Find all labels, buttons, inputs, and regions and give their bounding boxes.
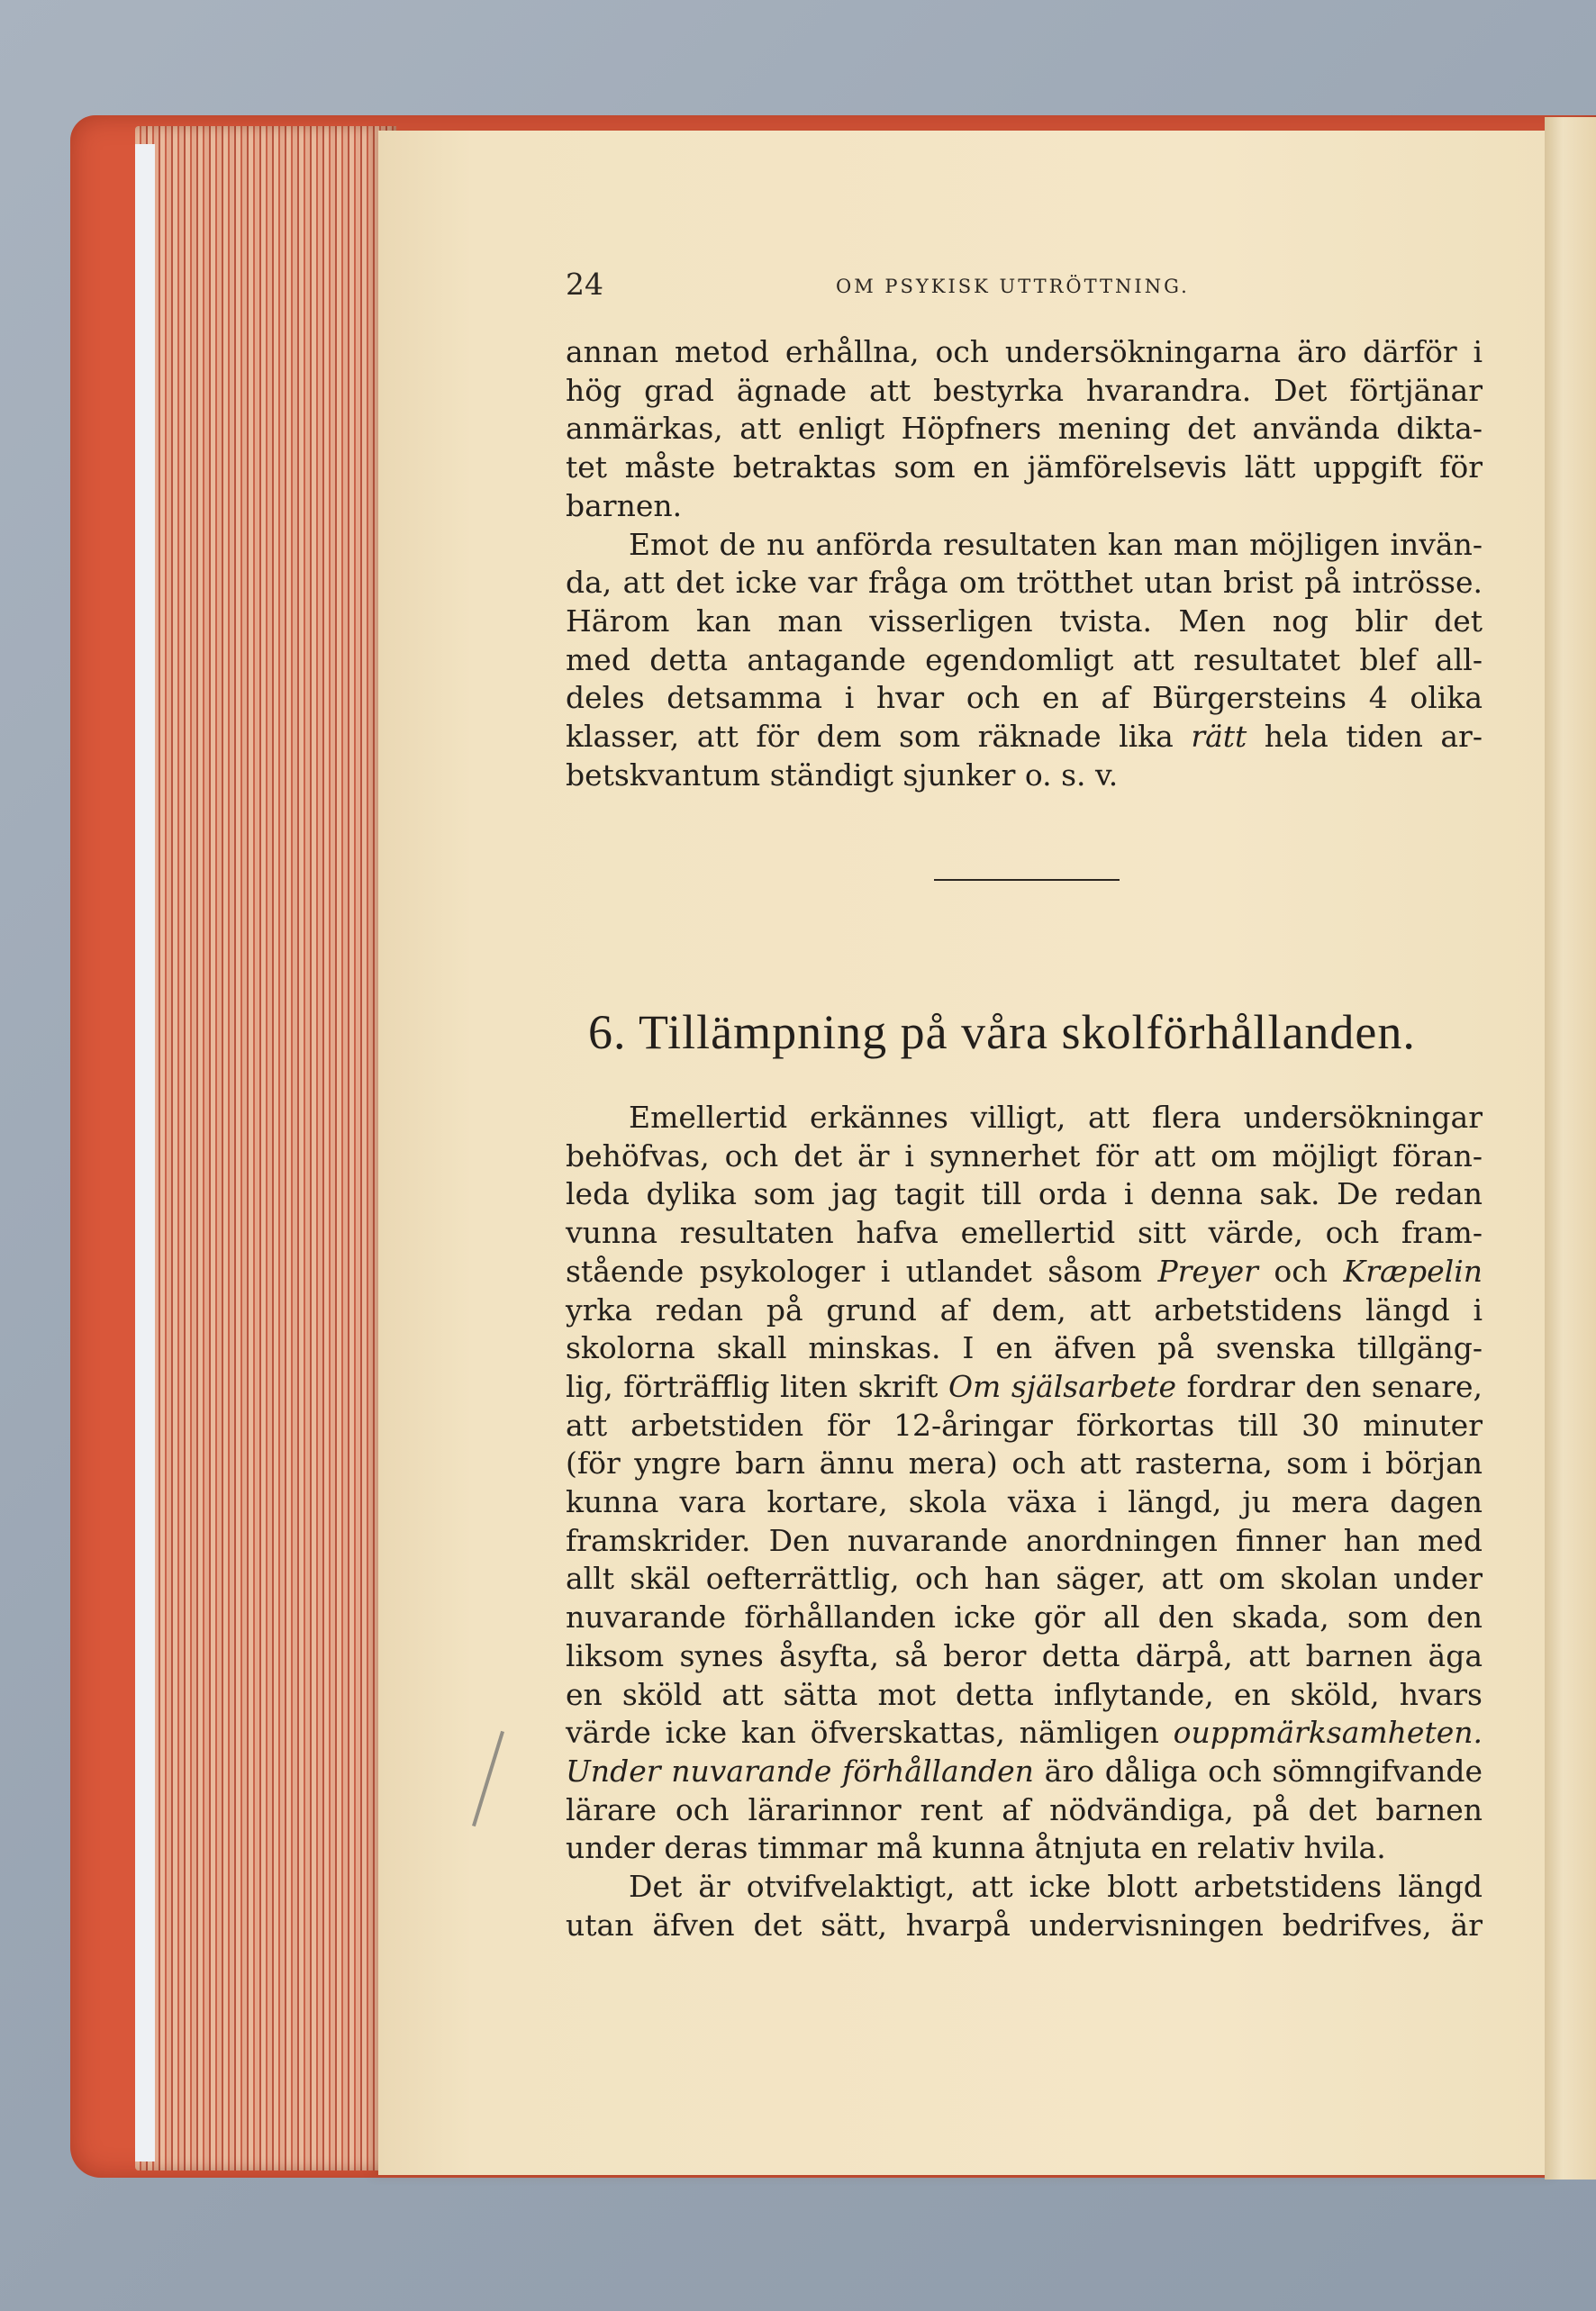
text-line: deles detsamma i hvar och en af Bürgersteins 4 olika: [566, 680, 1483, 716]
text-line: tet måste betraktas som en jämförelsevis lätt uppgift för: [566, 449, 1483, 485]
text-line: Emot de nu anförda resultaten kan man möjligen invän-: [629, 526, 1483, 562]
text-line: (för yngre barn ännu mera) och att rasterna, som i början: [566, 1446, 1483, 1482]
running-title: OM PSYKISK UTTRÖTTNING.: [836, 276, 1190, 297]
text-line: med detta antagande egendomligt att resultatet blef all-: [566, 641, 1483, 677]
facing-page-edge: [1545, 117, 1596, 2180]
text-line: [566, 1714, 1483, 1753]
text-line: en sköld att sätta mot detta inflytande, en sköld, hvars: [566, 1676, 1483, 1712]
text-span: klasser, att för dem som räknade lika: [566, 719, 1174, 755]
text-line: lärare och lärarinnor rent af nödvändiga, på det barnen: [566, 1791, 1483, 1827]
endpaper-edge: [135, 144, 155, 2161]
italic-word: rätt: [1191, 719, 1247, 755]
text-span: fordrar den senare,: [1186, 1368, 1483, 1404]
text-line: nuvarande förhållanden icke gör all den skada, som den: [566, 1600, 1483, 1636]
italic-name: Preyer: [1157, 1253, 1258, 1289]
page-edges: [135, 126, 396, 2171]
text-span: lig, förträfflig liten skrift: [566, 1368, 939, 1404]
paragraph-block-1: [566, 333, 1483, 794]
text-line: vunna resultaten hafva emellertid sitt värde, och fram-: [566, 1215, 1483, 1251]
text-line: betskvantum ständigt sjunker o. s. v.: [566, 757, 1119, 793]
text-line: Det är otvifvelaktigt, att icke blott arbetstidens längd: [629, 1869, 1483, 1905]
text-line: [566, 1753, 1483, 1791]
text-line: allt skäl oefterrättlig, och han säger, att om skolan under: [566, 1561, 1483, 1597]
italic-name: Kræpelin: [1343, 1253, 1483, 1289]
page-number: 24: [566, 267, 603, 302]
italic-phrase: Under nuvarande förhållanden: [566, 1753, 1034, 1789]
text-line: kunna vara kortare, skola växa i längd, ju mera dagen: [566, 1484, 1483, 1520]
text-line: skolorna skall minskas. I en äfven på svenska tillgäng-: [566, 1330, 1483, 1366]
text-line: leda dylika som jag tagit till orda i denna sak. De redan: [566, 1176, 1483, 1212]
text-span: och: [1274, 1253, 1328, 1289]
text-line: Emellertid erkännes villigt, att flera undersökningar: [629, 1100, 1483, 1135]
text-line: utan äfven det sätt, hvarpå undervisningen bedrifves, är: [566, 1907, 1483, 1943]
text-line: hög grad ägnade att bestyrka hvarandra. Det förtjänar: [566, 372, 1483, 408]
text-line: [566, 1253, 1483, 1291]
text-line: att arbetstiden för 12-åringar förkortas till 30 minuter: [566, 1407, 1483, 1443]
text-line: annan metod erhållna, och undersökningarna äro därför i: [566, 334, 1483, 369]
text-span: hela tiden ar-: [1264, 719, 1483, 755]
text-line: Härom kan man visserligen tvista. Men nog blir det: [566, 603, 1483, 639]
text-line: [566, 718, 1483, 757]
text-line: behöfvas, och det är i synnerhet för att om möjligt föran-: [566, 1137, 1483, 1174]
text-line: liksom synes åsyfta, så beror detta därpå, att barnen äga: [566, 1637, 1483, 1673]
text-span: äro dåliga och sömngifvande: [1044, 1753, 1483, 1789]
italic-title: Om själsarbete: [948, 1368, 1177, 1404]
text-line: under deras timmar må kunna åtnjuta en relativ hvila.: [566, 1830, 1386, 1866]
text-line: [566, 1368, 1483, 1407]
text-line: barnen.: [566, 487, 683, 523]
section-number: 6.: [588, 1005, 627, 1059]
text-line: anmärkas, att enligt Höpfners mening det använda dikta-: [566, 411, 1483, 447]
section-divider: [934, 879, 1120, 881]
section-heading: [588, 1004, 1489, 1060]
paragraph-block-2: [566, 1099, 1483, 1944]
italic-word: ouppmärksamheten.: [1173, 1715, 1483, 1751]
text-line: yrka redan på grund af dem, att arbetstidens längd i: [566, 1291, 1483, 1328]
page-header: [566, 267, 1484, 312]
text-line: da, att det icke var fråga om trötthet utan brist på intrösse.: [566, 565, 1483, 601]
text-span: värde icke kan öfverskattas, nämligen: [566, 1715, 1159, 1751]
section-title: Tillämpning på våra skolförhållanden.: [639, 1005, 1416, 1059]
text-span: stående psykologer i utlandet såsom: [566, 1253, 1142, 1289]
text-line: framskrider. Den nuvarande anordningen finner han med: [566, 1522, 1483, 1558]
